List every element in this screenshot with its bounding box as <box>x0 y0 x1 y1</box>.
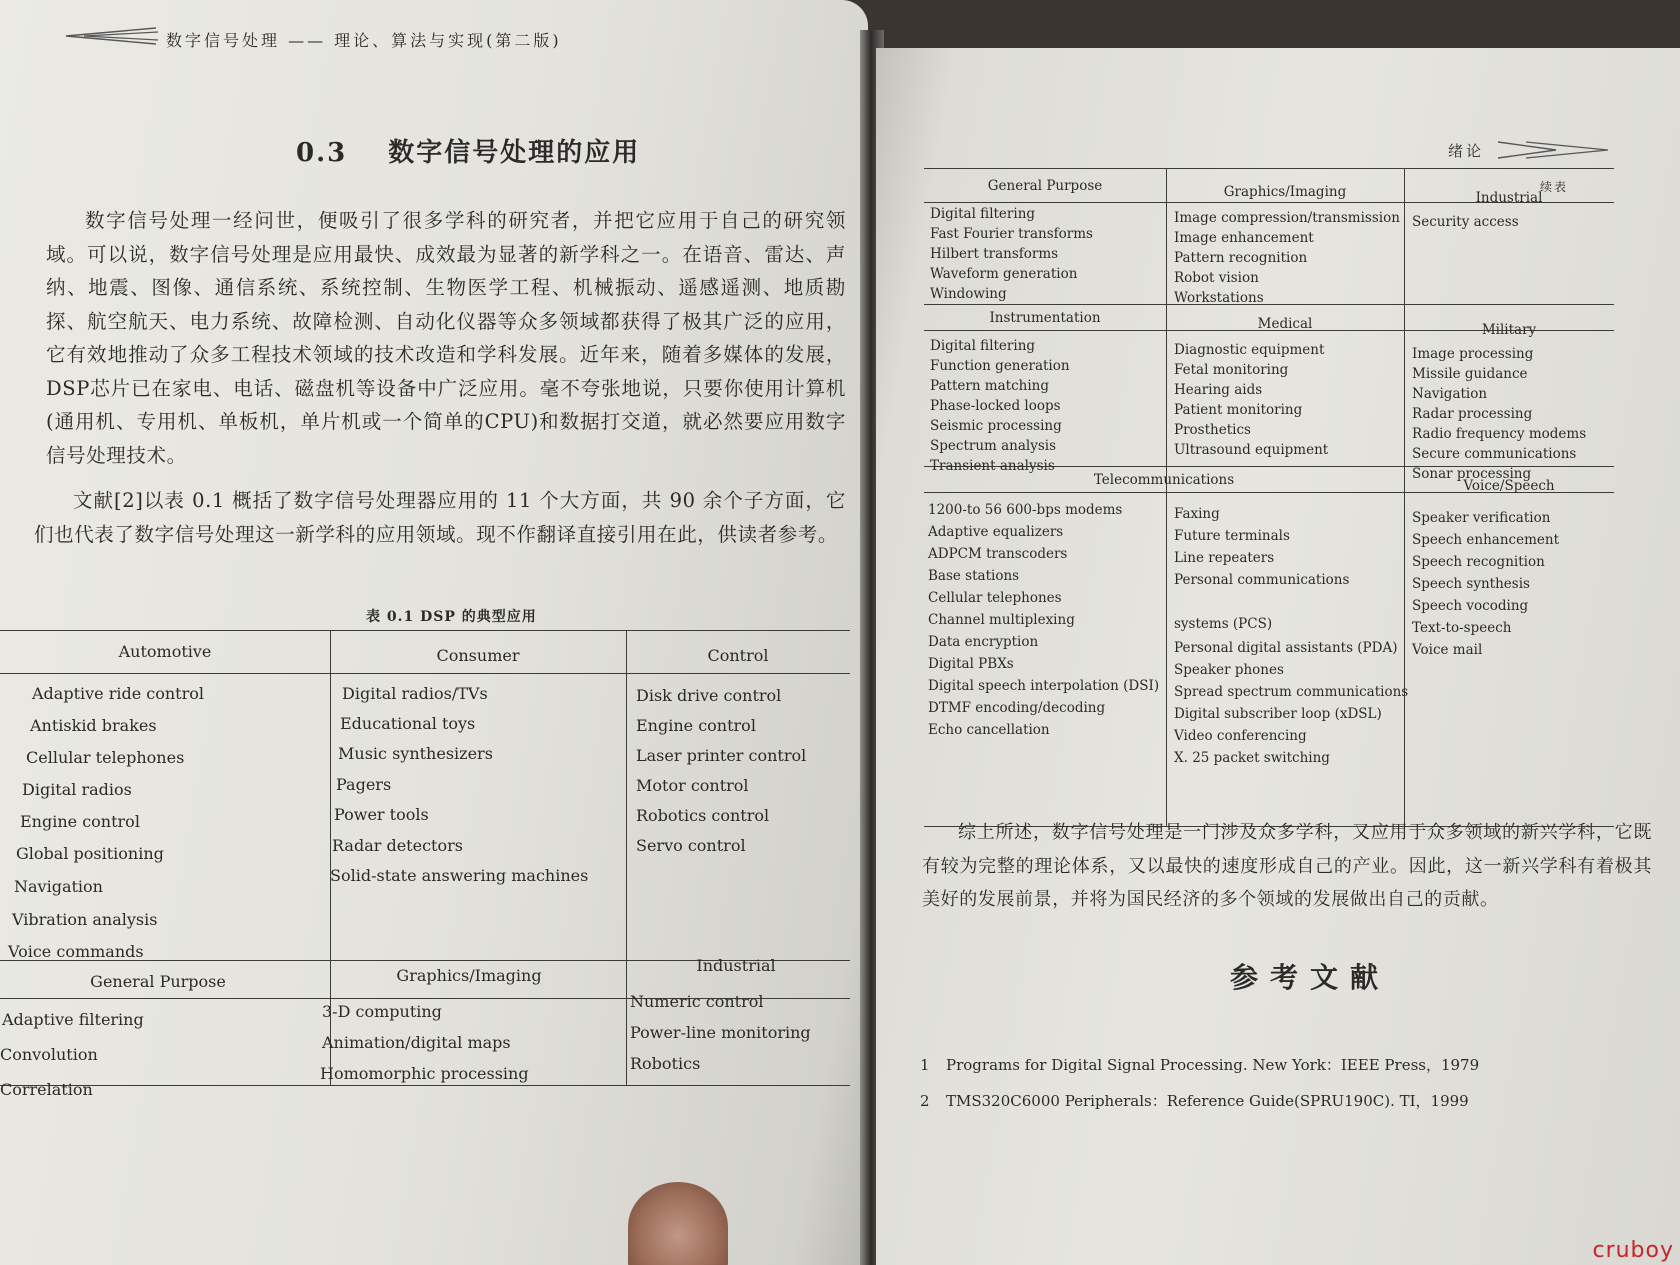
table-cell: Prosthetics <box>1174 422 1251 438</box>
table-cell: Voice commands <box>8 942 144 961</box>
table-cell: Waveform generation <box>930 266 1078 282</box>
chevron-arrow-icon <box>1496 138 1616 162</box>
table-cell: Fetal monitoring <box>1174 362 1289 378</box>
table-cell: Digital subscriber loop (xDSL) <box>1174 706 1382 722</box>
table-cell: Adaptive filtering <box>2 1010 144 1029</box>
table-cell: 3-D computing <box>322 1002 442 1021</box>
table-cell: Speech synthesis <box>1412 576 1530 592</box>
table-cell: Voice mail <box>1412 642 1483 658</box>
table-cell: Hearing aids <box>1174 382 1263 398</box>
table-cell: Personal communications <box>1174 572 1350 588</box>
table-cell: Cellular telephones <box>928 590 1062 606</box>
header-medical: Medical <box>1257 316 1313 332</box>
table-cell: Digital PBXs <box>928 656 1014 672</box>
header-telecommunications: Telecommunications <box>1093 472 1235 488</box>
table-cell: Cellular telephones <box>26 748 185 767</box>
table-cell: Video conferencing <box>1174 728 1307 744</box>
table-cell: Power tools <box>334 805 429 824</box>
table-cell: Diagnostic equipment <box>1174 342 1325 358</box>
table-cell: Robot vision <box>1174 270 1259 286</box>
table-cell: Speech vocoding <box>1412 598 1529 614</box>
table-cell: Radio frequency modems <box>1412 426 1587 442</box>
header-general-purpose: General Purpose <box>987 178 1103 194</box>
table-cell: Digital radios/TVs <box>342 684 488 703</box>
table-cell: Line repeaters <box>1174 550 1275 566</box>
right-running-header <box>1444 138 1634 168</box>
table-cell: Digital radios <box>22 780 132 799</box>
dsp-applications-table <box>0 630 850 1110</box>
header-general-purpose: General Purpose <box>90 972 226 991</box>
table-cell: Robotics <box>630 1054 701 1073</box>
table-cell: Speech enhancement <box>1412 532 1559 548</box>
table-cell: Speaker phones <box>1174 662 1284 678</box>
header-industrial: Industrial <box>696 956 776 975</box>
continued-label: 续表 <box>1540 180 1569 194</box>
table-cell: Educational toys <box>340 714 476 733</box>
table-cell: Robotics control <box>636 806 770 825</box>
table-cell: Data encryption <box>928 634 1039 650</box>
table-cell: Transient analysis <box>930 458 1055 474</box>
table-cell: Workstations <box>1174 290 1264 306</box>
table-cell: Adaptive ride control <box>32 684 205 703</box>
header-instrumentation: Instrumentation <box>989 310 1101 326</box>
section-title: 数字信号处理的应用 <box>388 138 641 168</box>
table-cell: Engine control <box>636 716 756 735</box>
table-cell: Faxing <box>1174 506 1220 522</box>
section-number: 0.3 <box>296 138 348 168</box>
table-cell: Homomorphic processing <box>320 1064 529 1083</box>
table-cell: Numeric control <box>630 992 764 1011</box>
table-cell: Correlation <box>0 1080 93 1099</box>
book-title: 数字信号处理 —— 理论、算法与实现(第二版) <box>166 31 562 50</box>
table-cell: Echo cancellation <box>928 722 1050 738</box>
table-cell: Radar processing <box>1412 406 1533 422</box>
table-cell: Speech recognition <box>1412 554 1545 570</box>
table-cell: Disk drive control <box>636 686 782 705</box>
table-cell: Global positioning <box>16 844 164 863</box>
table-cell: DTMF encoding/decoding <box>928 700 1106 716</box>
table-cell: Digital filtering <box>930 206 1036 222</box>
table-cell: Laser printer control <box>636 746 807 765</box>
table-cell: Motor control <box>636 776 749 795</box>
table-cell: 1200-to 56 600-bps modems <box>928 502 1123 518</box>
table-cell: Missile guidance <box>1412 366 1528 382</box>
table-cell: Ultrasound equipment <box>1174 442 1329 458</box>
header-voice-speech: Voice/Speech <box>1463 478 1555 494</box>
table-cell: Phase-locked loops <box>930 398 1061 414</box>
reference-item <box>920 1054 1479 1075</box>
header-automotive: Automotive <box>118 642 212 661</box>
watermark: cruboy <box>1592 1238 1674 1263</box>
table-cell: Adaptive equalizers <box>928 524 1064 540</box>
table-cell: Power-line monitoring <box>630 1023 811 1042</box>
table-cell: Seismic processing <box>930 418 1062 434</box>
left-running-header <box>58 18 618 68</box>
table-cell: Sonar processing <box>1412 466 1532 482</box>
table-cell: Navigation <box>1412 386 1488 402</box>
table-cell: Digital speech interpolation (DSI) <box>928 678 1160 694</box>
table-cell: Pattern recognition <box>1174 250 1308 266</box>
references-heading: 参考文献 <box>1230 961 1391 994</box>
table-cell: X. 25 packet switching <box>1174 750 1330 766</box>
header-military: Military <box>1481 322 1537 338</box>
table-cell: Engine control <box>20 812 140 831</box>
reference-item <box>920 1090 1469 1111</box>
table-cell: Patient monitoring <box>1174 402 1303 418</box>
table-cell: Hilbert transforms <box>930 246 1059 262</box>
header-industrial: Industrial <box>1475 190 1543 206</box>
table-cell: Navigation <box>14 877 103 896</box>
table-cell: Pattern matching <box>930 378 1049 394</box>
table-cell: Antiskid brakes <box>30 716 157 735</box>
section-heading <box>296 132 640 169</box>
table-cell: Animation/digital maps <box>322 1033 511 1052</box>
header-graphics-imaging: Graphics/Imaging <box>396 966 542 985</box>
table-caption: 表 0.1 DSP 的典型应用 <box>366 609 537 625</box>
summary-paragraph: 综上所述，数字信号处理是一门涉及众多学科，又应用于众多领域的新兴学科，它既有较为完整的理论体系，又以最快的速度形成自己的产业。因此，这一新兴学科有着极其美好的发展前景，并将为国民经济的多个领域的发展做出自己的贡献。 <box>922 822 1652 910</box>
table-cell: ADPCM transcoders <box>928 546 1068 562</box>
chapter-label: 绪论 <box>1448 142 1485 160</box>
table-cell: Function generation <box>930 358 1070 374</box>
header-graphics-imaging: Graphics/Imaging <box>1223 184 1347 200</box>
reference-text: Programs for Digital Signal Processing. New York：IEEE Press，1979 <box>946 1056 1480 1074</box>
table-cell: Digital filtering <box>930 338 1036 354</box>
table-cell: Channel multiplexing <box>928 612 1075 628</box>
table-cell: Security access <box>1412 214 1519 230</box>
table-cell: Image enhancement <box>1174 230 1314 246</box>
reference-paragraph: 文献[2]以表 0.1 概括了数字信号处理器应用的 11 个大方面，共 90 余个子方面，它们也代表了数字信号处理这一新学科的应用领域。现不作翻译直接引用在此，供读者参考。 <box>34 489 846 546</box>
table-cell: Spread spectrum communications <box>1174 684 1409 700</box>
table-cell: Servo control <box>636 836 746 855</box>
table-cell: Radar detectors <box>332 836 463 855</box>
table-cell: Personal digital assistants (PDA) <box>1174 640 1398 656</box>
chevron-arrow-icon <box>58 24 158 48</box>
table-cell: systems (PCS) <box>1174 616 1273 632</box>
table-cell: Base stations <box>928 568 1020 584</box>
table-cell: Speaker verification <box>1412 510 1551 526</box>
reference-number: 1 <box>920 1056 930 1074</box>
header-control: Control <box>707 646 769 665</box>
table-cell: Future terminals <box>1174 528 1290 544</box>
table-cell: Image processing <box>1412 346 1534 362</box>
dsp-applications-table-continued <box>924 168 1624 838</box>
header-consumer: Consumer <box>436 646 520 665</box>
intro-paragraph: 数字信号处理一经问世，便吸引了很多学科的研究者，并把它应用于自己的研究领域。可以说，数字信号处理是应用最快、成效最为显著的新学科之一。在语音、雷达、声纳、地震、图像、通信系统、系统控制、生物医学工程、机械振动、遥感遥测、地质勘探、航空航天、电力系统、故障检测、自动化仪器等众多领域都获得了极其广泛的应用，它有效地推动了众多工程技术领域的技术改造和学科发展。近年来，随着多媒体的发展，DSP芯片已在家电、电话、磁盘机等设备中广泛应用。毫不夸张地说，只要你使用计算机(通用机、专用机、单板机，单片机或一个简单的CPU)和数据打交道，就必然要应用数字信号处理技术。 <box>46 209 846 467</box>
table-cell: Spectrum analysis <box>930 438 1057 454</box>
table-cell: Secure communications <box>1412 446 1577 462</box>
right-page <box>876 48 1680 1265</box>
table-cell: Solid-state answering machines <box>330 866 589 885</box>
thumb <box>628 1182 728 1265</box>
table-cell: Vibration analysis <box>12 910 158 929</box>
table-cell: Windowing <box>930 286 1007 302</box>
table-cell: Pagers <box>336 775 392 794</box>
reference-number: 2 <box>920 1092 930 1110</box>
table-cell: Image compression/transmission <box>1174 210 1400 226</box>
table-cell: Music synthesizers <box>338 744 493 763</box>
table-cell: Fast Fourier transforms <box>930 226 1093 242</box>
reference-text: TMS320C6000 Peripherals：Reference Guide(SPRU190C). TI，1999 <box>946 1092 1469 1110</box>
table-cell: Text-to-speech <box>1412 620 1512 636</box>
table-cell: Convolution <box>0 1045 98 1064</box>
